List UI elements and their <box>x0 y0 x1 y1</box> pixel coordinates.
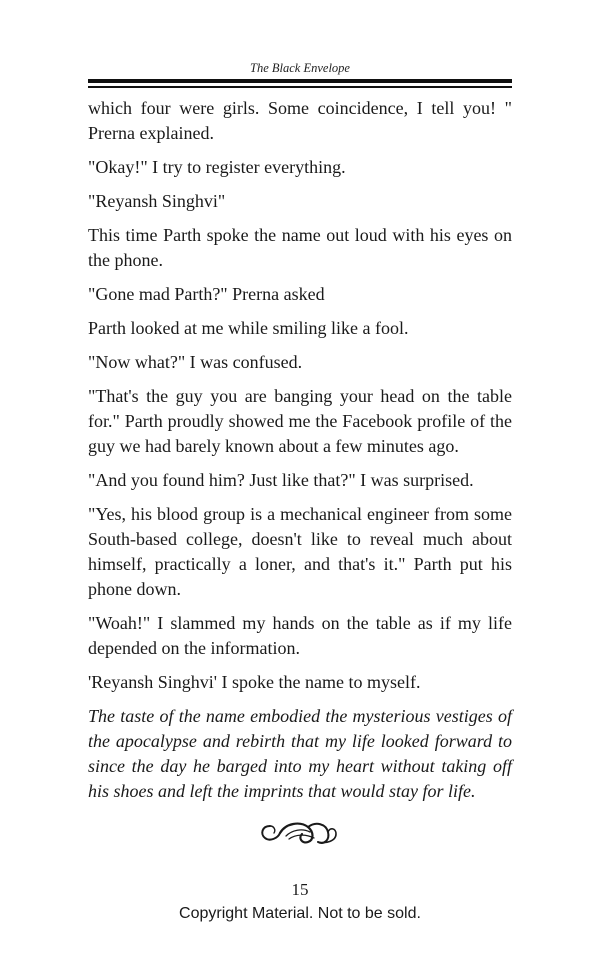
body-text <box>88 96 512 813</box>
paragraph-13: The taste of the name embodied the mysterious vestiges of the apocalypse and rebirth that my life looked forward to since the day he barged into my heart without taking off his shoes and left the imprints that would stay for life. <box>88 706 512 801</box>
paragraph-11: "Woah!" I slammed my hands on the table as if my life depended on the information. <box>88 613 512 658</box>
paragraph-12: 'Reyansh Singhvi' I spoke the name to myself. <box>88 672 421 692</box>
paragraph-6: Parth looked at me while smiling like a fool. <box>88 318 409 338</box>
copyright-notice: Copyright Material. Not to be sold. <box>179 905 421 922</box>
header-rule-thick <box>88 79 512 83</box>
paragraph-9: "And you found him? Just like that?" I was surprised. <box>88 470 474 490</box>
flourish-ornament-icon <box>256 812 344 852</box>
paragraph-7: "Now what?" I was confused. <box>88 352 303 372</box>
paragraph-1: which four were girls. Some coincidence, I tell you! " Prerna explained. <box>88 98 512 143</box>
paragraph-8: "That's the guy you are banging your head on the table for." Parth proudly showed me the Facebook profile of the guy we had barely known about a few minutes ago. <box>88 386 512 456</box>
paragraph-4: This time Parth spoke the name out loud with his eyes on the phone. <box>88 225 512 270</box>
header-rule-thin <box>88 86 512 88</box>
page-number: 15 <box>291 880 309 899</box>
paragraph-10: "Yes, his blood group is a mechanical engineer from some South-based college, doesn't like to reveal much about himself, practically a loner, and that's it." Parth put his phone down. <box>88 504 512 599</box>
paragraph-2: "Okay!" I try to register everything. <box>88 157 346 177</box>
paragraph-5: "Gone mad Parth?" Prerna asked <box>88 284 325 304</box>
paragraph-3: "Reyansh Singhvi" <box>88 191 226 211</box>
running-head: The Black Envelope <box>250 61 350 75</box>
